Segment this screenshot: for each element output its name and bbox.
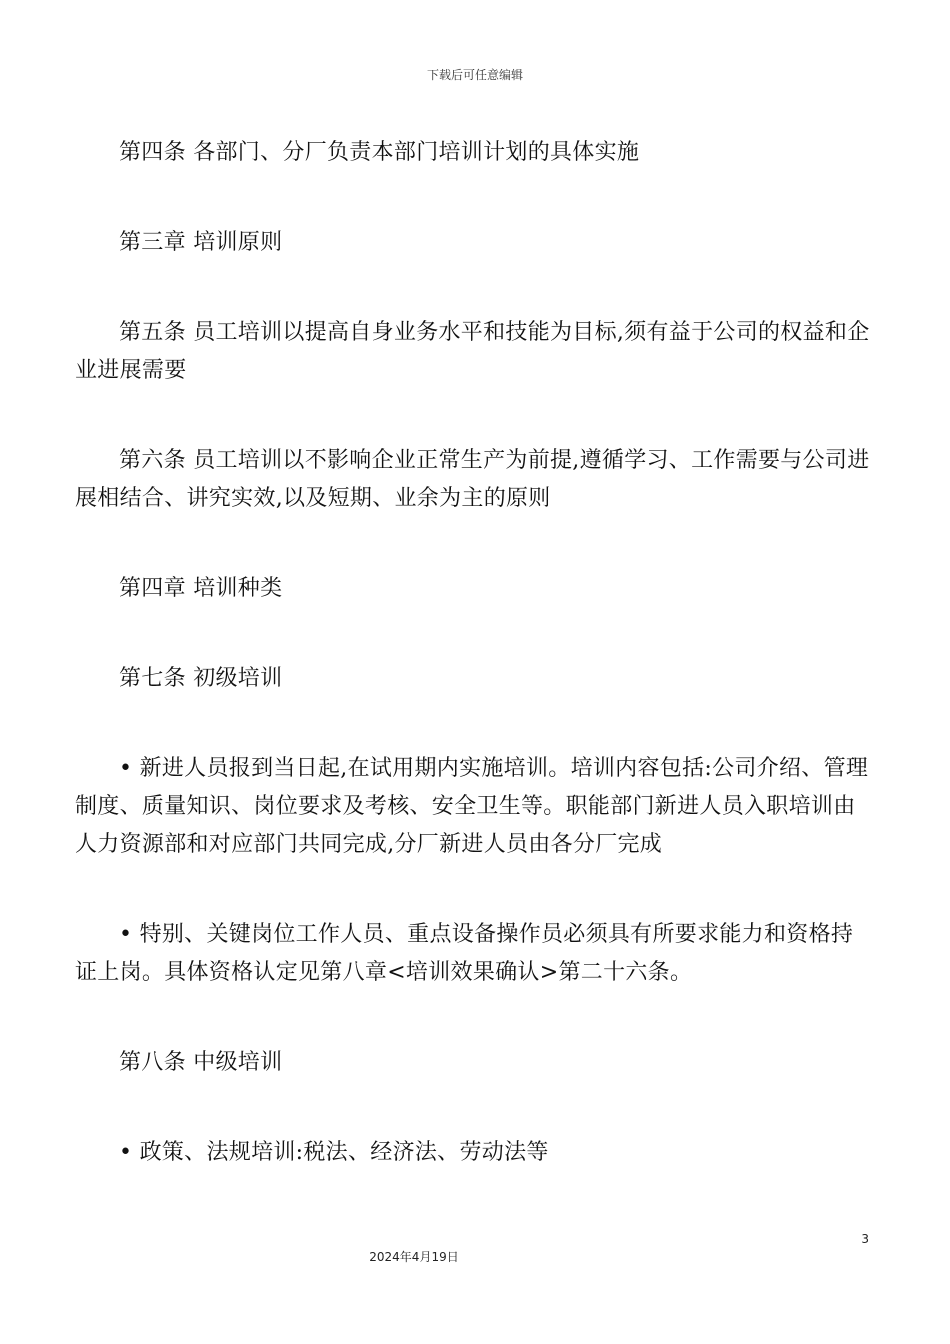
chapter-3-heading: 第三章 培训原则 — [119, 230, 283, 255]
document-body — [75, 134, 871, 1172]
paragraph-article-8: 第八条 中级培训 — [119, 1050, 283, 1075]
chapter-4-heading: 第四章 培训种类 — [119, 576, 283, 601]
bullet-policy-regulation-training: • 政策、法规培训:税法、经济法、劳动法等 — [119, 1140, 549, 1165]
bullet-new-staff-training: • 新进人员报到当日起,在试用期内实施培训。培训内容包括:公司介绍、管理制度、质量知识、岗位要求及考核、安全卫生等。职能部门新进人员入职培训由人力资源部和对应部门共同完成,分厂新进人员由各分厂完成 — [75, 756, 869, 857]
paragraph-article-6: 第六条 员工培训以不影响企业正常生产为前提,遵循学习、工作需要与公司进展相结合、讲究实效,以及短期、业余为主的原则 — [75, 448, 870, 511]
footer-date: 2024年4月19日 — [369, 1250, 459, 1264]
paragraph-article-7: 第七条 初级培训 — [119, 666, 283, 691]
paragraph-article-4: 第四条 各部门、分厂负责本部门培训计划的具体实施 — [119, 140, 640, 165]
header-note: 下载后可任意编辑 — [426, 68, 523, 82]
page-number: 3 — [861, 1232, 869, 1246]
bullet-key-position-certification: • 特别、关键岗位工作人员、重点设备操作员必须具有所要求能力和资格持证上岗。具体资格认定见第八章<培训效果确认>第二十六条。 — [75, 922, 854, 985]
paragraph-article-5: 第五条 员工培训以提高自身业务水平和技能为目标,须有益于公司的权益和企业进展需要 — [75, 320, 870, 383]
